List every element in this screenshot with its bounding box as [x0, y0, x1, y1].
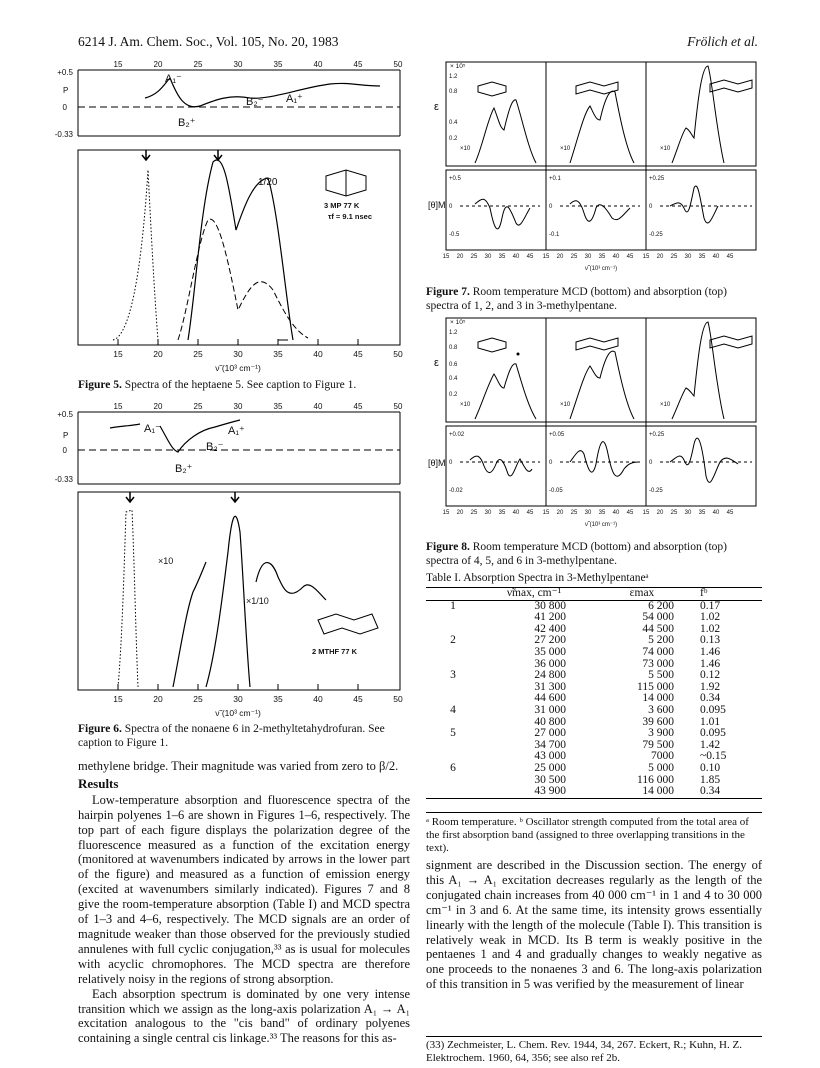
table-row — [426, 670, 762, 682]
table-cell — [426, 786, 480, 798]
column-header: εmax — [588, 588, 696, 601]
tick-label: 50 — [393, 349, 403, 359]
tick-label: 30 — [584, 254, 592, 260]
tick-label: 0.6 — [449, 362, 458, 368]
tick-label: 35 — [273, 60, 283, 69]
tick-label: 25 — [193, 60, 203, 69]
tick-label: 0.8 — [449, 89, 458, 95]
running-header-left: 6214 J. Am. Chem. Soc., Vol. 105, No. 20, 1983 — [78, 34, 339, 49]
table-cell: 74 000 — [642, 645, 674, 658]
tick-label: +0.5 — [449, 176, 461, 182]
state-label: A₁⁺ — [228, 425, 245, 437]
scale-label: ×10 — [560, 146, 571, 152]
tick-label: 45 — [353, 349, 363, 359]
scale-label: ×10 — [158, 556, 174, 566]
scale-label: 1/20 — [258, 177, 278, 188]
absorption-table — [426, 587, 762, 799]
table-cell: 115 000 — [637, 680, 674, 693]
paragraph: Low-temperature absorption and fluorescence spectra of the hairpin polyenes 1–6 are shown in Figures 1–6, respectively. The top part of each figure displays the polarization degree of the fluorescence measured as a function of the excitation energy (monitored at wavenumbers indicated by arrows in the lower part of the figure) and measured as a function of emission energy (excited at wavenumbers similarly indicated). Figures 7 and 8 give the room-temperature absorption (Table I) and MCD spectra of 1–3 and 4–6, respectively. The MCD signals are an order of magnitude weaker than those observed for the previously studied annulenes with full cyclic conjugation,³³ as is usual for molecules with acyclic chromophores. The MCD spectra are therefore relatively noisy in the regions of strong absorption. — [78, 792, 410, 986]
tick-label: 30 — [233, 402, 243, 411]
table-cell: 1 — [450, 599, 456, 612]
tick-label: 40 — [512, 510, 520, 516]
scale-label: ×10 — [560, 402, 571, 408]
tick-label: 25 — [670, 254, 678, 260]
tick-label: +0.02 — [449, 432, 465, 438]
axis-label-p: P — [63, 431, 69, 440]
tick-label: -0.1 — [549, 232, 560, 238]
tick-label: +0.1 — [549, 176, 561, 182]
tick-label: 20 — [153, 694, 163, 704]
state-label: A₁⁻ — [144, 423, 161, 435]
tick-label: 0.8 — [449, 345, 458, 351]
tick-label: 15 — [442, 510, 450, 516]
epsilon-label: ε — [434, 101, 439, 113]
paragraph: Each absorption spectrum is dominated by one very intense transition which we assign as the long-axis polarization A₁ → A₁ excitation analogous to the "cis band" of ordinary polyenes containing a single central cis linkage.³³ The reasons for this as- — [78, 986, 410, 1046]
tick-label: 20 — [556, 510, 564, 516]
caption-label: Figure 5. — [78, 379, 122, 391]
epsilon-label: ε — [434, 357, 439, 369]
tick-label: 20 — [456, 254, 464, 260]
table-cell: 31 300 — [534, 680, 566, 693]
table-cell: 44 500 — [642, 622, 674, 635]
tick-label: 30 — [233, 60, 243, 69]
table-title: Table I. Absorption Spectra in 3-Methylpentaneᵃ — [426, 572, 649, 584]
tick-label: 20 — [153, 349, 163, 359]
caption-text: Spectra of the heptaene 5. See caption to Figure 1. — [124, 379, 357, 391]
tick-label: -0.25 — [649, 232, 663, 238]
figure-7-caption — [426, 285, 762, 313]
tick-label: 35 — [498, 254, 506, 260]
caption-label: Figure 7. — [426, 286, 470, 298]
tick-label: 25 — [570, 254, 578, 260]
tick-label: 25 — [193, 402, 203, 411]
tick-label: 45 — [526, 510, 534, 516]
tick-label: 35 — [273, 349, 283, 359]
tick-label: 20 — [456, 510, 464, 516]
tick-label: 45 — [726, 510, 734, 516]
table-cell: 1.01 — [700, 715, 721, 728]
table-cell: 5 — [450, 727, 456, 740]
tick-label: 20 — [656, 510, 664, 516]
tick-label: 30 — [684, 254, 692, 260]
state-label: B₂⁺ — [175, 463, 193, 475]
tick-label: 25 — [193, 694, 203, 704]
table-cell: 2 — [450, 634, 456, 647]
tick-label: 25 — [470, 510, 478, 516]
fig5-polarization-panel — [54, 58, 410, 148]
tick-label: 45 — [626, 254, 634, 260]
tick-label: 35 — [698, 510, 706, 516]
tick-label: 35 — [273, 402, 283, 411]
table-cell: 0.095 — [700, 727, 726, 740]
tick-label: +0.5 — [57, 68, 73, 77]
table-cell: 0.34 — [700, 785, 721, 798]
scale-label: ×1/10 — [246, 596, 269, 606]
table-cell: 27 200 — [534, 634, 566, 647]
scale-label: ×10 — [460, 146, 471, 152]
tick-label: 20 — [556, 254, 564, 260]
table-cell: 43 900 — [534, 785, 566, 798]
inset-label: τf = 9.1 nsec — [328, 212, 372, 221]
table-cell: 3 — [450, 669, 456, 682]
state-label: B₂⁻ — [206, 441, 224, 453]
tick-label: 35 — [598, 510, 606, 516]
table-cell: 73 000 — [642, 657, 674, 670]
table-cell — [426, 775, 480, 787]
axis-label: ν̃ (10³ cm⁻¹) — [584, 522, 618, 528]
figure-6-caption — [78, 722, 410, 750]
axis-label: ν̃ (10³ cm⁻¹) — [215, 708, 261, 718]
left-column-text — [78, 759, 410, 1046]
table-cell: 43 000 — [534, 750, 566, 763]
tick-label: 25 — [570, 510, 578, 516]
tick-label: -0.33 — [54, 475, 73, 484]
table-cell: 1.46 — [700, 657, 721, 670]
y-scale: × 10⁵ — [450, 319, 466, 326]
fig7-mcd-absorption-panel — [420, 58, 760, 280]
table-cell — [426, 740, 480, 752]
table-cell: 3 900 — [648, 727, 674, 740]
table-cell: 1.42 — [700, 738, 721, 751]
fig6-polarization-panel — [54, 400, 410, 490]
scale-label: ×10 — [460, 402, 471, 408]
figure-5-caption — [78, 378, 408, 392]
tick-label: 50 — [393, 60, 403, 69]
scale-label: ×10 — [660, 402, 671, 408]
table-cell — [426, 647, 480, 659]
table-cell: 5 000 — [648, 761, 674, 774]
tick-label: 35 — [598, 254, 606, 260]
tick-label: -0.02 — [449, 488, 463, 494]
tick-label: 15 — [642, 254, 650, 260]
tick-label: 0.2 — [449, 136, 458, 142]
tick-label: 0.4 — [449, 120, 458, 126]
tick-label: 45 — [353, 60, 363, 69]
tick-label: +0.25 — [649, 176, 665, 182]
figure-8-caption — [426, 540, 762, 568]
table-cell: 116 000 — [637, 773, 674, 786]
table-cell: 6 200 — [648, 599, 674, 612]
tick-label: 20 — [656, 254, 664, 260]
table-cell: 1.92 — [700, 680, 721, 693]
tick-label: 0.2 — [449, 392, 458, 398]
table-cell: 27 000 — [534, 727, 566, 740]
table-row — [426, 647, 762, 659]
scale-label: ×10 — [660, 146, 671, 152]
y-scale: × 10⁵ — [450, 63, 466, 70]
table-cell — [426, 612, 480, 624]
state-label: A₁⁺ — [286, 93, 303, 105]
table-cell: 7000 — [651, 750, 674, 763]
theta-label: [θ]M — [428, 458, 446, 468]
table-cell: 4 — [450, 703, 456, 716]
inset-label: 3 MP 77 K — [324, 201, 360, 210]
paragraph: signment are described in the Discussion section. The energy of this A₁ → A₁ excitation decreases regularly as the length of the conjugated chain increases from 40 000 cm⁻¹ in 1 and 4 to 30 000 cm⁻¹ in 3 and 6. At the same time, its intensity grows essentially linearly with the length of the molecule (Table I). This transition is relatively weak in MCD. Its B term is weakly positive in the pentaenes 1 and 4 and gradually changes to weakly negative as one proceeds to the nonaenes 3 and 6. The long-axis polarization of this transition in 5 was verified by the measurement of linear — [426, 858, 762, 992]
reference-footnote: (33) Zechmeister, L. Chem. Rev. 1944, 34, 267. Eckert, R.; Kuhn, H. Z. Elektrochem. 1960, 64, 356; see also ref 2b. — [426, 1036, 762, 1065]
tick-label: +0.05 — [549, 432, 565, 438]
tick-label: 0 — [549, 204, 553, 210]
tick-label: 40 — [712, 254, 720, 260]
table-cell: 39 600 — [642, 715, 674, 728]
tick-label: -0.5 — [449, 232, 460, 238]
caption-text: Room temperature MCD (bottom) and absorption (top) spectra of 1, 2, and 3 in 3-methylpentane. — [426, 286, 727, 312]
paragraph: methylene bridge. Their magnitude was varied from zero to β/2. — [78, 759, 399, 773]
state-label: B₂⁻ — [246, 96, 264, 108]
table-cell: 25 000 — [534, 761, 566, 774]
table-row — [426, 763, 762, 775]
table-cell: 0.10 — [700, 761, 721, 774]
table-cell: 44 600 — [534, 692, 566, 705]
tick-label: -0.25 — [649, 488, 663, 494]
tick-label: 45 — [353, 402, 363, 411]
tick-label: 30 — [584, 510, 592, 516]
table-cell: 0.13 — [700, 634, 721, 647]
tick-label: 20 — [153, 60, 163, 69]
table-cell: 14 000 — [642, 785, 674, 798]
inset-label: 2 MTHF 77 K — [312, 647, 358, 656]
tick-label: 35 — [273, 694, 283, 704]
table-cell: 41 200 — [534, 611, 566, 624]
table-cell: 3 600 — [648, 703, 674, 716]
table-cell — [426, 682, 480, 694]
tick-label: 30 — [484, 254, 492, 260]
tick-label: -0.05 — [549, 488, 563, 494]
tick-label: 45 — [626, 510, 634, 516]
table-cell: 5 200 — [648, 634, 674, 647]
tick-label: 30 — [484, 510, 492, 516]
tick-label: +0.5 — [57, 410, 73, 419]
section-heading: Results — [78, 775, 119, 791]
tick-label: 30 — [233, 349, 243, 359]
tick-label: 0 — [62, 446, 67, 455]
tick-label: -0.33 — [54, 130, 73, 139]
tick-label: +0.25 — [649, 432, 665, 438]
table-cell: 1.02 — [700, 611, 721, 624]
tick-label: 50 — [393, 694, 403, 704]
tick-label: 40 — [313, 349, 323, 359]
column-header: ν̃max, cm⁻¹ — [480, 588, 588, 601]
axis-label-p: P — [63, 86, 69, 95]
table-row — [426, 786, 762, 798]
table-cell: 30 500 — [534, 773, 566, 786]
caption-label: Figure 6. — [78, 723, 122, 735]
tick-label: 15 — [113, 349, 123, 359]
table-cell: 35 000 — [534, 645, 566, 658]
tick-label: 40 — [313, 694, 323, 704]
table-cell: 40 800 — [534, 715, 566, 728]
table-cell: 24 800 — [534, 669, 566, 682]
tick-label: 30 — [684, 510, 692, 516]
tick-label: 40 — [512, 254, 520, 260]
tick-label: 25 — [670, 510, 678, 516]
tick-label: 15 — [542, 510, 550, 516]
tick-label: 35 — [698, 254, 706, 260]
table-cell: 0.12 — [700, 669, 721, 682]
tick-label: 40 — [712, 510, 720, 516]
axis-label: ν̃ (10³ cm⁻¹) — [584, 266, 618, 272]
tick-label: 15 — [113, 402, 123, 411]
tick-label: 0.4 — [449, 376, 458, 382]
tick-label: 35 — [498, 510, 506, 516]
tick-label: 0 — [549, 460, 553, 466]
state-label: B₂⁺ — [178, 117, 196, 129]
tick-label: 1.2 — [449, 330, 458, 336]
table-cell: 0.34 — [700, 692, 721, 705]
tick-label: 0 — [449, 460, 453, 466]
tick-label: 15 — [113, 694, 123, 704]
column-header — [426, 588, 480, 601]
tick-label: 15 — [113, 60, 123, 69]
table-cell: 0.17 — [700, 599, 721, 612]
tick-label: 45 — [353, 694, 363, 704]
table-cell: 6 — [450, 761, 456, 774]
tick-label: 25 — [193, 349, 203, 359]
tick-label: 30 — [233, 694, 243, 704]
table-cell: 31 000 — [534, 703, 566, 716]
axis-label: ν̃ (10³ cm⁻¹) — [215, 363, 261, 373]
tick-label: 15 — [442, 254, 450, 260]
state-label: A₁⁻ — [165, 73, 182, 85]
table-cell: 79 500 — [642, 738, 674, 751]
theta-label: [θ]M — [428, 200, 446, 210]
table-cell: 0.095 — [700, 703, 726, 716]
table-cell: 30 800 — [534, 599, 566, 612]
tick-label: 25 — [470, 254, 478, 260]
tick-label: 40 — [313, 60, 323, 69]
table-cell: 54 000 — [642, 611, 674, 624]
tick-label: 15 — [642, 510, 650, 516]
tick-label: 0 — [449, 204, 453, 210]
column-header: fᵇ — [696, 588, 762, 601]
table-cell: 1.85 — [700, 773, 721, 786]
tick-label: 40 — [612, 254, 620, 260]
tick-label: 45 — [726, 254, 734, 260]
tick-label: 0 — [649, 204, 653, 210]
caption-text: Spectra of the nonaene 6 in 2-methyltetahydrofuran. See caption to Figure 1. — [78, 723, 385, 749]
table-cell: 1.02 — [700, 622, 721, 635]
table-cell: 14 000 — [642, 692, 674, 705]
right-column-text — [426, 858, 762, 992]
table-row — [426, 728, 762, 740]
table-cell: 5 500 — [648, 669, 674, 682]
tick-label: 1.2 — [449, 74, 458, 80]
table-footnote: ᵃ Room temperature. ᵇ Oscillator strength computed from the total area of the first absorption band (assigned to three overlapping transitions in the text). — [426, 812, 762, 855]
tick-label: 40 — [313, 402, 323, 411]
table-row — [426, 705, 762, 717]
fig6-spectrum-panel — [78, 492, 403, 722]
running-header-right: Frölich et al. — [687, 34, 758, 49]
table-cell: 1.46 — [700, 645, 721, 658]
table-cell: 34 700 — [534, 738, 566, 751]
tick-label: 0 — [62, 103, 67, 112]
tick-label: 40 — [612, 510, 620, 516]
tick-label: 20 — [153, 402, 163, 411]
fig5-spectrum-panel — [78, 150, 403, 375]
caption-text: Room temperature MCD (bottom) and absorption (top) spectra of 4, 5, and 6 in 3-methylpentane. — [426, 541, 727, 567]
table-cell: 42 400 — [534, 622, 566, 635]
tick-label: 0 — [649, 460, 653, 466]
tick-label: 50 — [393, 402, 403, 411]
caption-label: Figure 8. — [426, 541, 470, 553]
tick-label: 15 — [542, 254, 550, 260]
fig8-mcd-absorption-panel — [420, 314, 760, 536]
tick-label: 45 — [526, 254, 534, 260]
table-cell: 36 000 — [534, 657, 566, 670]
table-cell: ~0.15 — [700, 750, 727, 763]
